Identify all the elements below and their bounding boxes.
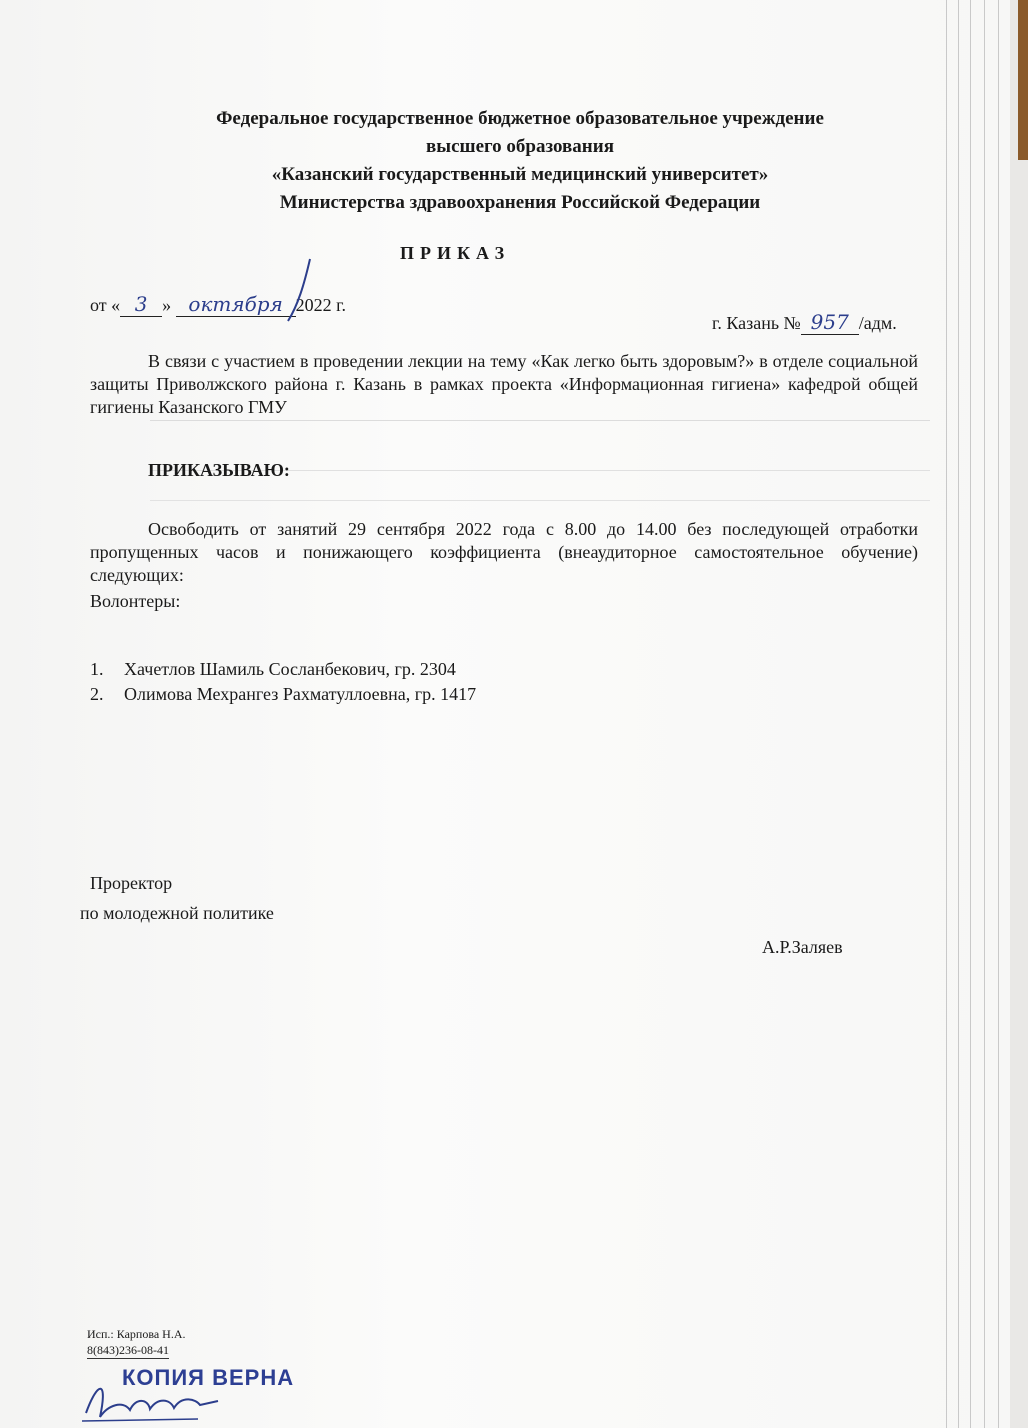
bleed-through: [150, 500, 930, 501]
order-place-number: [712, 310, 897, 335]
date-year: 2022 г.: [295, 295, 346, 315]
signer-position: Проректор: [90, 873, 173, 893]
page-edge: [984, 0, 985, 1428]
document-title: ПРИКАЗ: [400, 243, 511, 263]
list-item: [90, 684, 476, 705]
page-edge: [946, 0, 947, 1428]
list-item-number: 2.: [90, 684, 104, 704]
volunteers-label: Волонтеры:: [90, 591, 181, 611]
intro-paragraph: [90, 350, 918, 419]
order-number: 957: [801, 310, 859, 335]
list-item-number: 1.: [90, 659, 104, 679]
intro-text: В связи с участием в проведении лекции на тему «Как легко быть здоровым?» в отделе социальной защиты Приволжского района г. Казань в рамках проекта «Информационная гигиена» кафедрой общей гигиены Казанского ГМУ: [90, 351, 918, 417]
order-word: ПРИКАЗЫВАЮ:: [148, 460, 290, 480]
order-text: Освободить от занятий 29 сентября 2022 года с 8.00 до 14.00 без последующей отработки пропущенных часов и понижающего коэффициента (внеаудиторное самостоятельное обучение) следующих:: [90, 519, 918, 585]
binder-strip: [1018, 0, 1028, 160]
handwritten-signature: [78, 1375, 228, 1425]
page-edge: [998, 0, 999, 1428]
org-header: [120, 105, 920, 217]
org-header-line: Министерства здравоохранения Российской Федерации: [279, 192, 761, 213]
executor-name: Исп.: Карпова Н.А.: [87, 1327, 186, 1341]
ink-stroke: [280, 255, 320, 325]
list-item-name: Хачетлов Шамиль Сосланбекович, гр. 2304: [124, 659, 456, 679]
place-prefix: г. Казань №: [712, 313, 801, 333]
date-day: 3: [120, 292, 162, 317]
executor-phone: 8(843)236-08-41: [87, 1343, 169, 1357]
page-edge: [970, 0, 971, 1428]
date-mid: »: [162, 295, 172, 315]
date-month: октября: [176, 292, 296, 317]
org-header-line: «Казанский государственный медицинский университет»: [271, 164, 769, 185]
list-item-name: Олимова Мехрангез Рахматуллоевна, гр. 1417: [124, 684, 477, 704]
place-suffix: /адм.: [858, 313, 897, 333]
signer-name: А.Р.Заляев: [762, 937, 843, 957]
copy-stamp: КОПИЯ ВЕРНА: [122, 1365, 295, 1390]
date-prefix: от «: [90, 295, 121, 315]
signer-position: по молодежной политике: [80, 903, 274, 923]
org-header-line: Федеральное государственное бюджетное образовательное учреждение: [216, 108, 824, 129]
list-item: [90, 659, 456, 680]
org-header-line: высшего образования: [426, 136, 614, 157]
bleed-through: [150, 420, 930, 421]
page-edge: [958, 0, 959, 1428]
order-paragraph: [90, 518, 918, 587]
